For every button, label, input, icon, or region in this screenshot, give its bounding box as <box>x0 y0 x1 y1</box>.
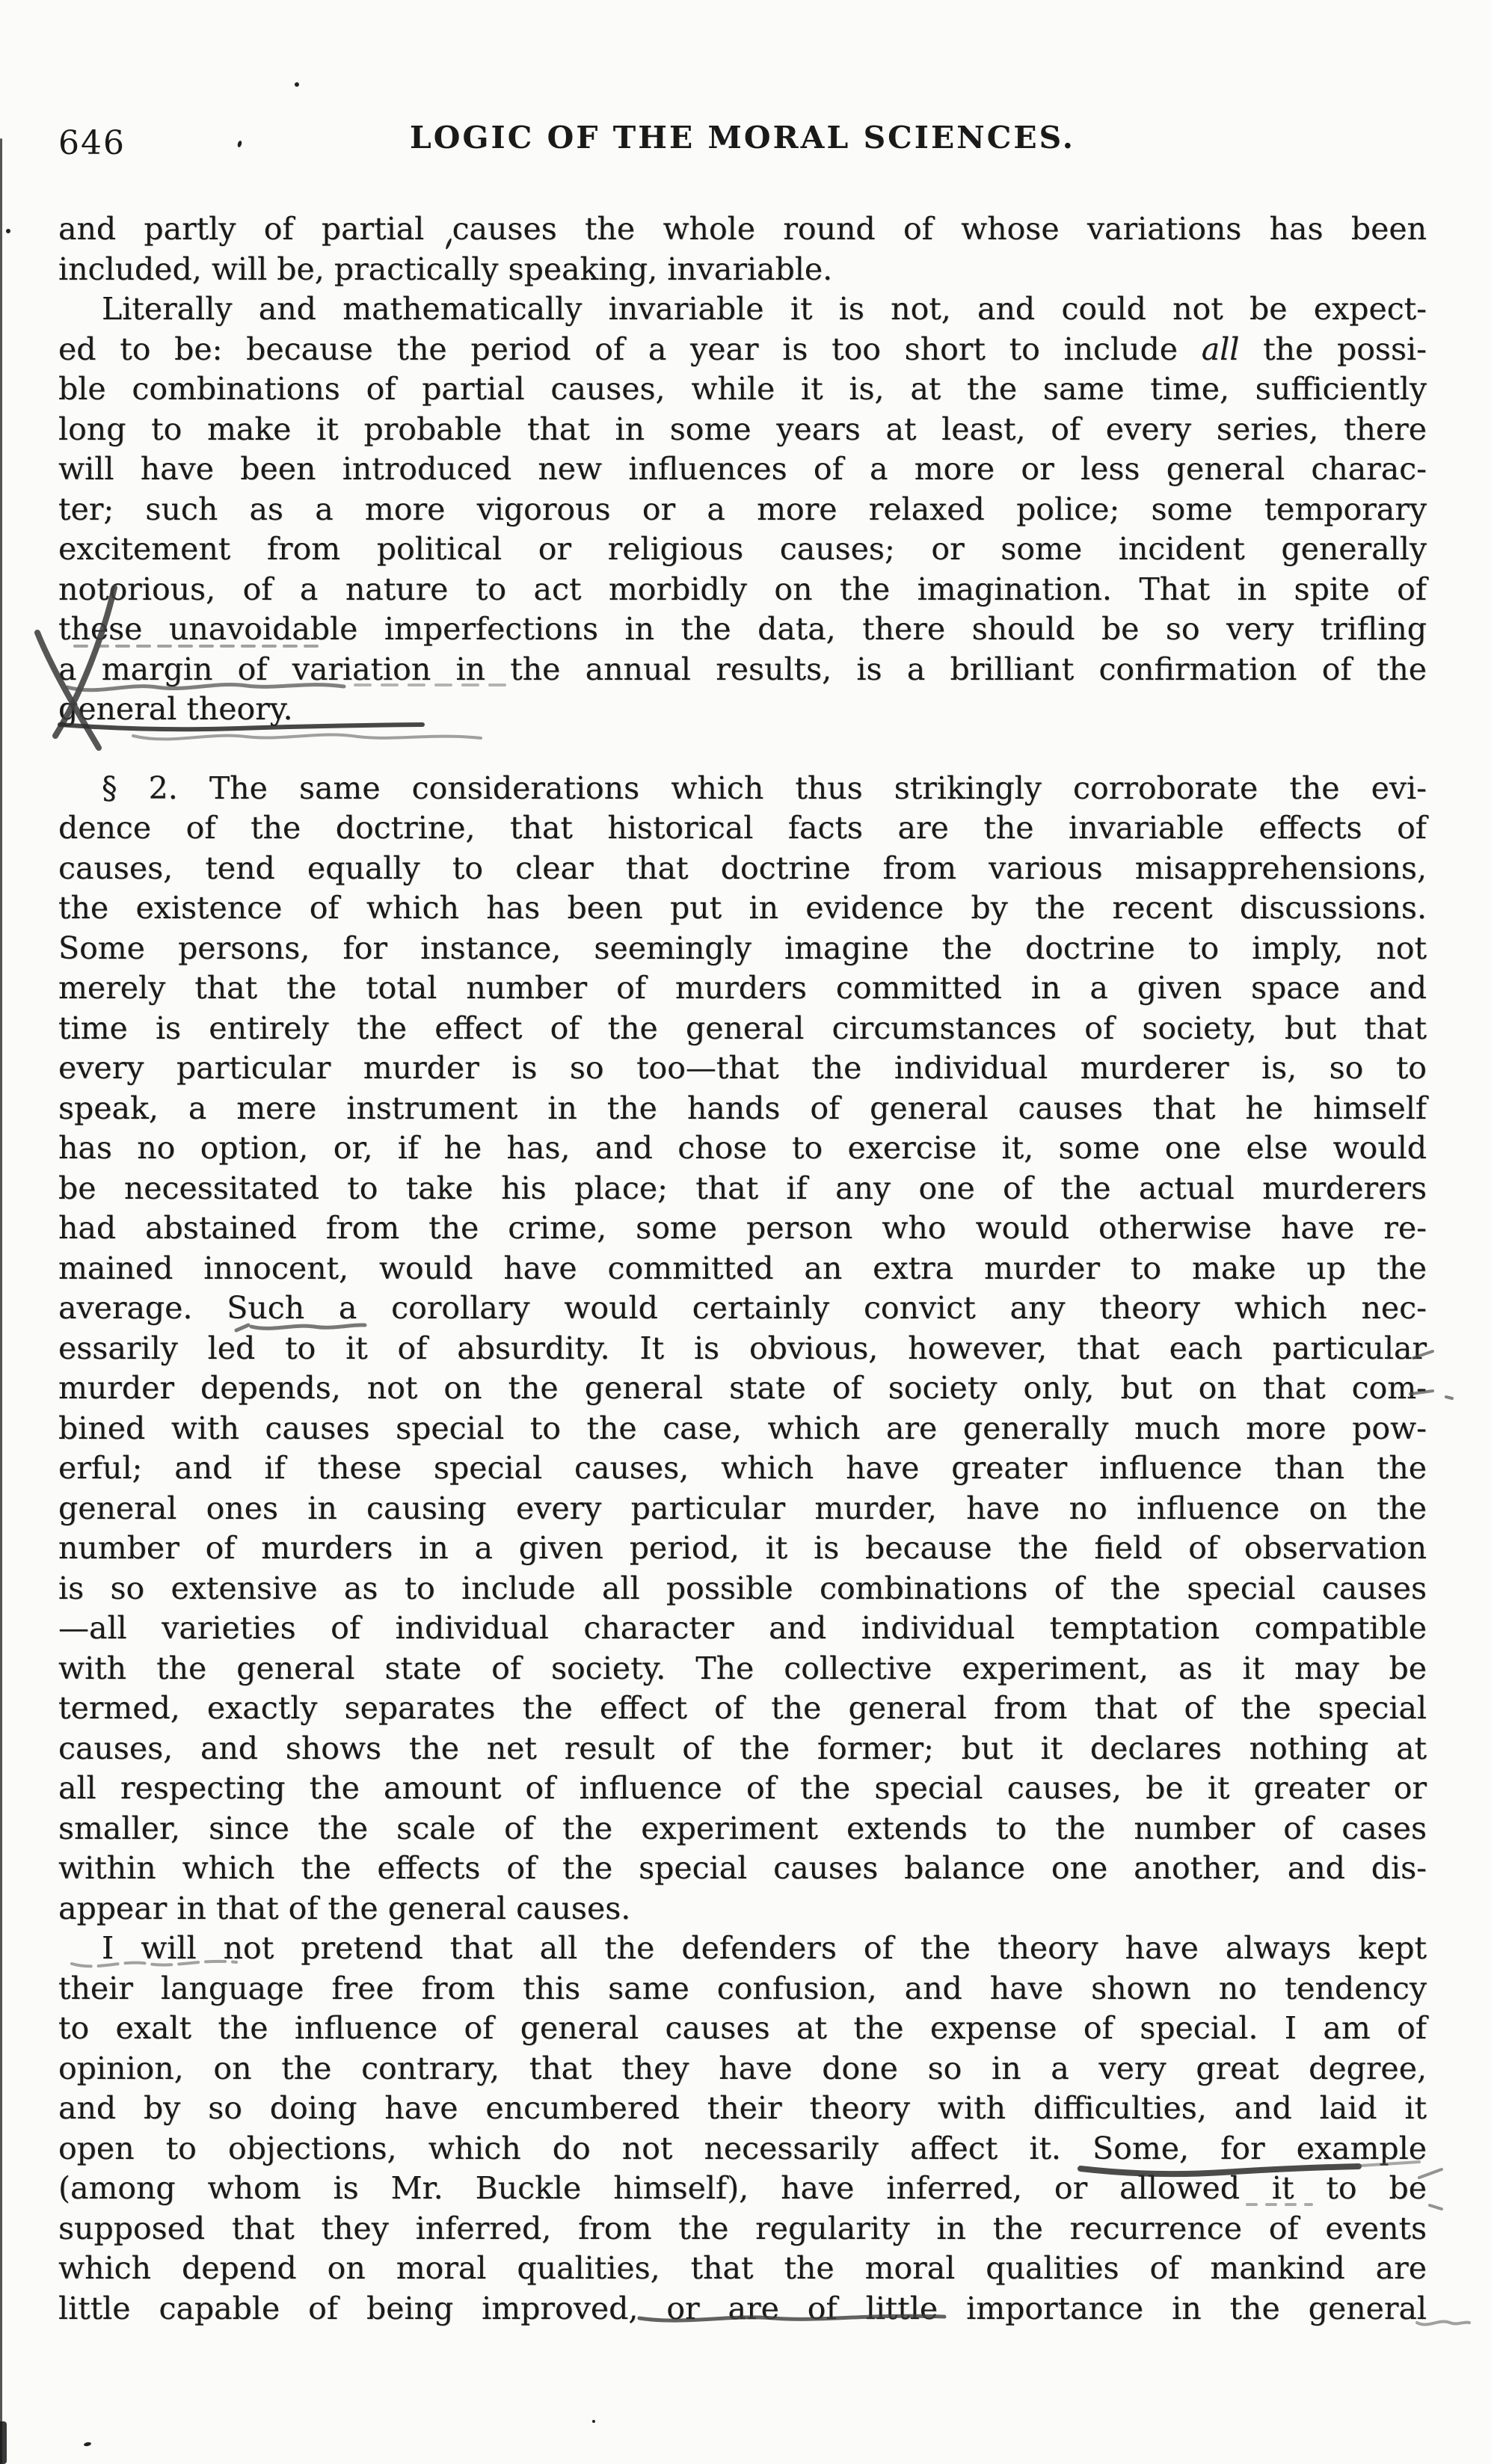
text-line: every particular murder is so too—that the individual murderer is, so to <box>58 1050 1427 1086</box>
text-line: time is entirely the effect of the general circumstances of society, but that <box>58 1010 1427 1046</box>
text-line: termed, exactly separates the effect of the general from that of the special <box>58 1690 1427 1726</box>
text-line: ed to be: because the period of a year is too short to include all the possi- <box>58 331 1427 367</box>
text-line: causes, and shows the net result of the former; but it declares nothing at <box>58 1730 1427 1766</box>
text-line: general theory. <box>58 691 293 727</box>
text-line: ble combinations of partial causes, while it is, at the same time, sufficiently <box>58 371 1427 407</box>
text-line: is so extensive as to include all possible combinations of the special causes <box>58 1570 1427 1606</box>
text-line: —all varieties of individual character and individual temptation compatible <box>58 1610 1427 1646</box>
text-line: excitement from political or religious causes; or some incident generally <box>58 531 1427 567</box>
ink-speck <box>6 229 10 233</box>
text-line: mained innocent, would have committed an extra murder to make up the <box>58 1250 1427 1286</box>
scan-gutter-edge <box>0 138 2 2464</box>
text-line: essarily led to it of absurdity. It is obvious, however, that each particular <box>58 1330 1427 1366</box>
text-line: opinion, on the contrary, that they have done so in a very great degree, <box>58 2050 1427 2086</box>
text-line: with the general state of society. The collective experiment, as it may be <box>58 1650 1427 1686</box>
text-line: appear in that of the general causes. <box>58 1890 631 1926</box>
text-line: has no option, or, if he has, and chose to exercise it, some one else would <box>58 1130 1427 1166</box>
text-line: which depend on moral qualities, that the moral qualities of mankind are <box>58 2250 1427 2286</box>
text-line: notorious, of a nature to act morbidly on the imagination. That in spite of <box>58 571 1427 607</box>
ink-speck <box>84 2442 92 2447</box>
text-line: open to objections, which do not necessarily affect it. Some, for example <box>58 2130 1427 2166</box>
text-line: (among whom is Mr. Buckle himself), have inferred, or allowed it to be <box>58 2170 1427 2206</box>
text-line: average. Such a corollary would certainly convict any theory which nec- <box>58 1290 1427 1326</box>
running-title: LOGIC OF THE MORAL SCIENCES. <box>409 120 1076 156</box>
text-line: bined with causes special to the case, which are generally much more pow- <box>58 1410 1427 1446</box>
text-line: be necessitated to take his place; that if any one of the actual murderers <box>58 1170 1427 1206</box>
text-line: will have been introduced new influences of a more or less general charac- <box>58 451 1427 487</box>
text-line: within which the effects of the special causes balance one another, and dis- <box>58 1850 1427 1886</box>
text-line: smaller, since the scale of the experiment extends to the number of cases <box>58 1810 1427 1846</box>
text-line: erful; and if these special causes, which have greater influence than the <box>58 1450 1427 1486</box>
scan-corner-blot <box>0 2421 7 2464</box>
page-header <box>58 120 1427 165</box>
text-line: and by so doing have encumbered their theory with difficulties, and laid it <box>58 2090 1427 2126</box>
text-line: these unavoidable imperfections in the data, there should be so very trifling <box>58 611 1427 647</box>
text-line: speak, a mere instrument in the hands of general causes that he himself <box>58 1090 1427 1126</box>
paragraph <box>58 1929 1427 2329</box>
text-line: long to make it probable that in some years at least, of every series, there <box>58 411 1427 447</box>
text-line: had abstained from the crime, some person who would otherwise have re- <box>58 1210 1427 1246</box>
ink-speck <box>295 82 299 87</box>
ink-speck <box>592 2420 595 2423</box>
text-line: general ones in causing every particular murder, have no influence on the <box>58 1490 1427 1526</box>
text-block <box>58 209 1427 2329</box>
text-line: their language free from this same confusion, and have shown no tendency <box>58 1970 1427 2006</box>
page-number: 646 <box>58 124 126 162</box>
text-line: number of murders in a given period, it is because the field of observation <box>58 1530 1427 1566</box>
text-line: ter; such as a more vigorous or a more relaxed police; some temporary <box>58 491 1427 527</box>
text-line: included, will be, practically speaking, invariable. <box>58 251 833 287</box>
text-line: Literally and mathematically invariable it is not, and could not be expect- <box>102 291 1427 327</box>
text-line: causes, tend equally to clear that doctrine from various misapprehensions, <box>58 850 1427 886</box>
text-line: murder depends, not on the general state of society only, but on that com- <box>58 1370 1427 1406</box>
text-line: all respecting the amount of influence of the special causes, be it greater or <box>58 1770 1427 1806</box>
text-line: merely that the total number of murders committed in a given space and <box>58 970 1427 1006</box>
paragraph <box>58 209 1427 730</box>
paragraph <box>58 769 1427 1929</box>
text-line: Some persons, for instance, seemingly imagine the doctrine to imply, not <box>58 930 1427 966</box>
text-line: little capable of being improved, or are of little importance in the general <box>58 2290 1427 2326</box>
text-line: dence of the doctrine, that historical facts are the invariable effects of <box>58 810 1427 846</box>
text-line: § 2. The same considerations which thus strikingly corroborate the evi- <box>102 769 1427 806</box>
text-line: the existence of which has been put in evidence by the recent discussions. <box>58 890 1427 926</box>
text-line: I will not pretend that all the defenders of the theory have always kept <box>102 1930 1427 1966</box>
text-line: a margin of variation in the annual results, is a brilliant confirmation of the <box>58 651 1427 687</box>
text-line: to exalt the influence of general causes at the expense of special. I am of <box>58 2010 1427 2046</box>
text-line: and partly of partial causes the whole round of whose variations has been <box>58 211 1427 247</box>
text-line: supposed that they inferred, from the regularity in the recurrence of events <box>58 2210 1427 2246</box>
